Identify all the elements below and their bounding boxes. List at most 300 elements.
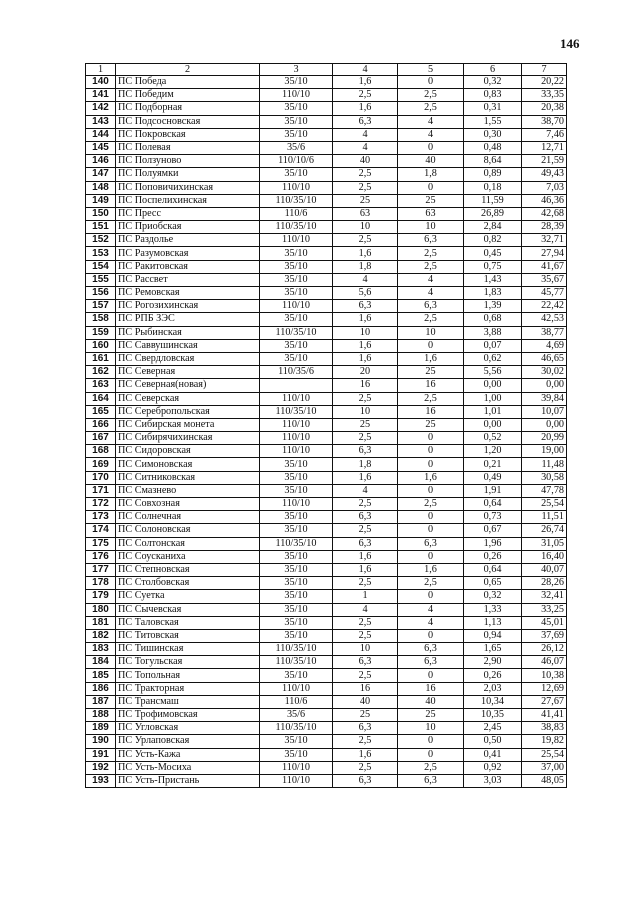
voltage-cell: 110/10 (260, 181, 333, 194)
transformer1-cell: 4 (333, 603, 398, 616)
table-row (86, 300, 567, 313)
load-percent-cell: 11,51 (522, 511, 567, 524)
table-row (86, 682, 567, 695)
row-number-cell: 177 (86, 563, 116, 576)
transformer2-cell: 63 (398, 207, 464, 220)
substation-name-cell: ПС Подборная (116, 102, 260, 115)
voltage-cell: 35/6 (260, 141, 333, 154)
transformer2-cell: 0 (398, 445, 464, 458)
load-percent-cell: 42,53 (522, 313, 567, 326)
substation-name-cell: ПС Поповичихинская (116, 181, 260, 194)
voltage-cell: 35/10 (260, 550, 333, 563)
load-percent-cell: 28,26 (522, 577, 567, 590)
voltage-cell: 110/10 (260, 89, 333, 102)
substation-name-cell: ПС Трансмаш (116, 695, 260, 708)
load-cell: 0,49 (464, 471, 522, 484)
substation-name-cell: ПС Рыбинская (116, 326, 260, 339)
transformer1-cell: 2,5 (333, 234, 398, 247)
load-cell: 0,45 (464, 247, 522, 260)
transformer1-cell: 10 (333, 326, 398, 339)
substation-name-cell: ПС Тишинская (116, 643, 260, 656)
voltage-cell: 110/10 (260, 300, 333, 313)
load-percent-cell: 12,71 (522, 141, 567, 154)
voltage-cell: 110/10 (260, 498, 333, 511)
row-number-cell: 173 (86, 511, 116, 524)
transformer1-cell: 6,3 (333, 537, 398, 550)
load-percent-cell: 0,00 (522, 379, 567, 392)
row-number-cell: 183 (86, 643, 116, 656)
substation-name-cell: ПС Суетка (116, 590, 260, 603)
row-number-cell: 147 (86, 168, 116, 181)
load-percent-cell: 19,82 (522, 735, 567, 748)
load-cell: 1,20 (464, 445, 522, 458)
table-row (86, 366, 567, 379)
voltage-cell: 35/10 (260, 524, 333, 537)
substation-name-cell: ПС Полевая (116, 141, 260, 154)
transformer1-cell: 2,5 (333, 616, 398, 629)
row-number-cell: 146 (86, 155, 116, 168)
table-row (86, 748, 567, 761)
voltage-cell: 110/35/10 (260, 722, 333, 735)
row-number-cell: 141 (86, 89, 116, 102)
load-cell: 0,52 (464, 432, 522, 445)
transformer1-cell: 6,3 (333, 774, 398, 787)
table-row (86, 629, 567, 642)
transformer1-cell: 1,6 (333, 313, 398, 326)
transformer1-cell: 40 (333, 695, 398, 708)
load-cell: 0,50 (464, 735, 522, 748)
column-header: 3 (260, 64, 333, 76)
transformer1-cell: 4 (333, 141, 398, 154)
table-row (86, 471, 567, 484)
substation-name-cell: ПС Соусканиха (116, 550, 260, 563)
substation-name-cell: ПС Рогозихинская (116, 300, 260, 313)
load-cell: 0,75 (464, 260, 522, 273)
table-row (86, 643, 567, 656)
table-row (86, 287, 567, 300)
row-number-cell: 140 (86, 76, 116, 89)
load-percent-cell: 11,48 (522, 458, 567, 471)
load-percent-cell: 39,84 (522, 392, 567, 405)
voltage-cell: 35/10 (260, 669, 333, 682)
load-cell: 1,91 (464, 484, 522, 497)
load-percent-cell: 28,39 (522, 221, 567, 234)
load-percent-cell: 38,70 (522, 115, 567, 128)
transformer1-cell: 1,6 (333, 76, 398, 89)
voltage-cell: 110/35/10 (260, 643, 333, 656)
load-percent-cell: 0,00 (522, 418, 567, 431)
transformer2-cell: 0 (398, 524, 464, 537)
row-number-cell: 185 (86, 669, 116, 682)
transformer2-cell: 1,6 (398, 352, 464, 365)
table-row (86, 656, 567, 669)
load-cell: 0,31 (464, 102, 522, 115)
table-row (86, 484, 567, 497)
row-number-cell: 159 (86, 326, 116, 339)
transformer2-cell: 2,5 (398, 247, 464, 260)
row-number-cell: 182 (86, 629, 116, 642)
load-cell: 0,00 (464, 418, 522, 431)
voltage-cell: 35/10 (260, 168, 333, 181)
table-row (86, 234, 567, 247)
transformer2-cell: 0 (398, 141, 464, 154)
row-number-cell: 181 (86, 616, 116, 629)
load-cell: 0,67 (464, 524, 522, 537)
table-row (86, 774, 567, 787)
transformer2-cell: 40 (398, 695, 464, 708)
load-cell: 2,03 (464, 682, 522, 695)
voltage-cell (260, 379, 333, 392)
column-header: 6 (464, 64, 522, 76)
transformer2-cell: 2,5 (398, 313, 464, 326)
row-number-cell: 184 (86, 656, 116, 669)
load-percent-cell: 37,00 (522, 761, 567, 774)
substation-name-cell: ПС Угловская (116, 722, 260, 735)
substation-name-cell: ПС Покровская (116, 128, 260, 141)
transformer1-cell: 4 (333, 128, 398, 141)
load-percent-cell: 22,42 (522, 300, 567, 313)
row-number-cell: 157 (86, 300, 116, 313)
substation-name-cell: ПС Сидоровская (116, 445, 260, 458)
load-percent-cell: 25,54 (522, 748, 567, 761)
transformer2-cell: 4 (398, 273, 464, 286)
load-cell: 0,30 (464, 128, 522, 141)
transformer2-cell: 0 (398, 432, 464, 445)
transformer1-cell: 63 (333, 207, 398, 220)
load-cell: 0,00 (464, 379, 522, 392)
load-cell: 1,83 (464, 287, 522, 300)
row-number-cell: 160 (86, 339, 116, 352)
load-cell: 1,43 (464, 273, 522, 286)
transformer1-cell: 2,5 (333, 89, 398, 102)
load-cell: 0,64 (464, 563, 522, 576)
row-number-cell: 165 (86, 405, 116, 418)
substation-name-cell: ПС Усть-Мосиха (116, 761, 260, 774)
row-number-cell: 176 (86, 550, 116, 563)
substation-name-cell: ПС Свердловская (116, 352, 260, 365)
substation-name-cell: ПС Трофимовская (116, 709, 260, 722)
load-percent-cell: 33,25 (522, 603, 567, 616)
load-percent-cell: 47,78 (522, 484, 567, 497)
transformer2-cell: 0 (398, 748, 464, 761)
table-row (86, 392, 567, 405)
table-row (86, 405, 567, 418)
voltage-cell: 110/10 (260, 418, 333, 431)
row-number-cell: 193 (86, 774, 116, 787)
transformer1-cell: 1,6 (333, 102, 398, 115)
load-cell: 0,48 (464, 141, 522, 154)
load-cell: 0,18 (464, 181, 522, 194)
voltage-cell: 35/10 (260, 458, 333, 471)
substation-name-cell: ПС Ремовская (116, 287, 260, 300)
voltage-cell: 110/10/6 (260, 155, 333, 168)
voltage-cell: 110/10 (260, 392, 333, 405)
transformer1-cell: 25 (333, 418, 398, 431)
transformer2-cell: 6,3 (398, 643, 464, 656)
load-cell: 0,83 (464, 89, 522, 102)
load-percent-cell: 30,02 (522, 366, 567, 379)
transformer2-cell: 2,5 (398, 392, 464, 405)
transformer2-cell: 0 (398, 511, 464, 524)
voltage-cell: 35/10 (260, 352, 333, 365)
load-percent-cell: 38,83 (522, 722, 567, 735)
voltage-cell: 35/10 (260, 735, 333, 748)
row-number-cell: 155 (86, 273, 116, 286)
row-number-cell: 178 (86, 577, 116, 590)
substation-name-cell: ПС Подсосновская (116, 115, 260, 128)
load-percent-cell: 19,00 (522, 445, 567, 458)
row-number-cell: 171 (86, 484, 116, 497)
transformer1-cell: 5,6 (333, 287, 398, 300)
load-cell: 10,34 (464, 695, 522, 708)
substation-name-cell: ПС Пресс (116, 207, 260, 220)
load-cell: 3,88 (464, 326, 522, 339)
substation-name-cell: ПС Усть-Пристань (116, 774, 260, 787)
voltage-cell: 35/10 (260, 287, 333, 300)
load-cell: 0,68 (464, 313, 522, 326)
column-header: 2 (116, 64, 260, 76)
transformer2-cell: 10 (398, 326, 464, 339)
voltage-cell: 35/10 (260, 616, 333, 629)
load-percent-cell: 7,03 (522, 181, 567, 194)
substation-name-cell: ПС Ситниковская (116, 471, 260, 484)
load-cell: 0,62 (464, 352, 522, 365)
load-cell: 0,26 (464, 669, 522, 682)
load-cell: 2,84 (464, 221, 522, 234)
transformer1-cell: 1,8 (333, 458, 398, 471)
table-row (86, 128, 567, 141)
row-number-cell: 144 (86, 128, 116, 141)
voltage-cell: 35/10 (260, 260, 333, 273)
voltage-cell: 35/10 (260, 603, 333, 616)
load-percent-cell: 26,12 (522, 643, 567, 656)
substation-name-cell: ПС Разумовская (116, 247, 260, 260)
load-percent-cell: 27,67 (522, 695, 567, 708)
row-number-cell: 153 (86, 247, 116, 260)
transformer2-cell: 6,3 (398, 234, 464, 247)
transformer2-cell: 0 (398, 550, 464, 563)
transformer2-cell: 0 (398, 76, 464, 89)
row-number-cell: 164 (86, 392, 116, 405)
transformer1-cell: 6,3 (333, 511, 398, 524)
load-percent-cell: 33,35 (522, 89, 567, 102)
table-row (86, 524, 567, 537)
row-number-cell: 163 (86, 379, 116, 392)
row-number-cell: 148 (86, 181, 116, 194)
table-row (86, 590, 567, 603)
voltage-cell: 110/35/10 (260, 194, 333, 207)
table-row (86, 722, 567, 735)
voltage-cell: 110/35/6 (260, 366, 333, 379)
row-number-cell: 145 (86, 141, 116, 154)
transformer2-cell: 6,3 (398, 774, 464, 787)
substation-name-cell: ПС Тракторная (116, 682, 260, 695)
voltage-cell: 110/6 (260, 695, 333, 708)
row-number-cell: 162 (86, 366, 116, 379)
transformer2-cell: 25 (398, 366, 464, 379)
row-number-cell: 151 (86, 221, 116, 234)
transformer1-cell: 10 (333, 643, 398, 656)
load-percent-cell: 27,94 (522, 247, 567, 260)
substation-table (85, 63, 567, 788)
substation-name-cell: ПС Сычевская (116, 603, 260, 616)
transformer2-cell: 6,3 (398, 656, 464, 669)
row-number-cell: 189 (86, 722, 116, 735)
substation-name-cell: ПС Победа (116, 76, 260, 89)
transformer2-cell: 4 (398, 287, 464, 300)
substation-name-cell: ПС Урлаповская (116, 735, 260, 748)
transformer1-cell: 2,5 (333, 629, 398, 642)
substation-name-cell: ПС Топольная (116, 669, 260, 682)
transformer1-cell: 2,5 (333, 524, 398, 537)
substation-name-cell: ПС Солнечная (116, 511, 260, 524)
row-number-cell: 166 (86, 418, 116, 431)
transformer2-cell: 25 (398, 194, 464, 207)
load-percent-cell: 4,69 (522, 339, 567, 352)
table-row (86, 550, 567, 563)
transformer2-cell: 2,5 (398, 577, 464, 590)
voltage-cell: 35/10 (260, 471, 333, 484)
transformer1-cell: 2,5 (333, 392, 398, 405)
transformer1-cell: 10 (333, 405, 398, 418)
transformer1-cell: 4 (333, 273, 398, 286)
table-row (86, 207, 567, 220)
transformer1-cell: 16 (333, 682, 398, 695)
transformer2-cell: 10 (398, 722, 464, 735)
transformer2-cell: 2,5 (398, 260, 464, 273)
table-row (86, 141, 567, 154)
row-number-cell: 172 (86, 498, 116, 511)
transformer1-cell: 1,6 (333, 339, 398, 352)
load-percent-cell: 46,07 (522, 656, 567, 669)
load-cell: 1,39 (464, 300, 522, 313)
load-cell: 0,94 (464, 629, 522, 642)
substation-name-cell: ПС Рассвет (116, 273, 260, 286)
table-row (86, 379, 567, 392)
voltage-cell: 35/10 (260, 748, 333, 761)
load-cell: 26,89 (464, 207, 522, 220)
load-cell: 0,82 (464, 234, 522, 247)
row-number-cell: 167 (86, 432, 116, 445)
load-percent-cell: 21,59 (522, 155, 567, 168)
load-percent-cell: 32,71 (522, 234, 567, 247)
transformer2-cell: 16 (398, 405, 464, 418)
transformer2-cell: 40 (398, 155, 464, 168)
transformer1-cell: 2,5 (333, 498, 398, 511)
table-row (86, 445, 567, 458)
transformer2-cell: 0 (398, 629, 464, 642)
voltage-cell: 110/10 (260, 682, 333, 695)
table-row (86, 89, 567, 102)
transformer2-cell: 0 (398, 735, 464, 748)
load-cell: 0,32 (464, 590, 522, 603)
table-row (86, 603, 567, 616)
load-cell: 0,73 (464, 511, 522, 524)
transformer2-cell: 2,5 (398, 102, 464, 115)
row-number-cell: 149 (86, 194, 116, 207)
substation-name-cell: ПС Ракитовская (116, 260, 260, 273)
transformer2-cell: 1,8 (398, 168, 464, 181)
row-number-cell: 154 (86, 260, 116, 273)
substation-name-cell: ПС Приобская (116, 221, 260, 234)
table-row (86, 115, 567, 128)
load-cell: 0,41 (464, 748, 522, 761)
substation-name-cell: ПС Победим (116, 89, 260, 102)
transformer2-cell: 6,3 (398, 537, 464, 550)
table-row (86, 735, 567, 748)
row-number-cell: 187 (86, 695, 116, 708)
table-row (86, 155, 567, 168)
row-number-cell: 188 (86, 709, 116, 722)
transformer1-cell: 2,5 (333, 432, 398, 445)
load-percent-cell: 10,38 (522, 669, 567, 682)
voltage-cell: 35/10 (260, 273, 333, 286)
transformer1-cell: 6,3 (333, 445, 398, 458)
voltage-cell: 110/10 (260, 774, 333, 787)
transformer1-cell: 6,3 (333, 115, 398, 128)
transformer1-cell: 25 (333, 194, 398, 207)
table-row (86, 221, 567, 234)
transformer2-cell: 0 (398, 590, 464, 603)
row-number-cell: 175 (86, 537, 116, 550)
transformer2-cell: 2,5 (398, 498, 464, 511)
transformer2-cell: 2,5 (398, 761, 464, 774)
substation-name-cell: ПС Тогульская (116, 656, 260, 669)
transformer2-cell: 4 (398, 115, 464, 128)
voltage-cell: 110/35/10 (260, 656, 333, 669)
voltage-cell: 110/10 (260, 761, 333, 774)
substation-name-cell: ПС Северная (116, 366, 260, 379)
voltage-cell: 110/35/10 (260, 405, 333, 418)
substation-name-cell: ПС Совхозная (116, 498, 260, 511)
transformer1-cell: 1,8 (333, 260, 398, 273)
table-row (86, 339, 567, 352)
transformer1-cell: 1,6 (333, 748, 398, 761)
load-percent-cell: 25,54 (522, 498, 567, 511)
transformer1-cell: 2,5 (333, 577, 398, 590)
voltage-cell: 35/10 (260, 577, 333, 590)
table-row (86, 273, 567, 286)
transformer1-cell: 1,6 (333, 247, 398, 260)
row-number-cell: 150 (86, 207, 116, 220)
substation-name-cell: ПС Саввушинская (116, 339, 260, 352)
column-header: 4 (333, 64, 398, 76)
voltage-cell: 110/35/10 (260, 221, 333, 234)
transformer2-cell: 2,5 (398, 89, 464, 102)
transformer2-cell: 1,6 (398, 563, 464, 576)
column-header: 5 (398, 64, 464, 76)
load-percent-cell: 20,99 (522, 432, 567, 445)
transformer2-cell: 6,3 (398, 300, 464, 313)
transformer2-cell: 4 (398, 128, 464, 141)
substation-name-cell: ПС РПБ ЗЭС (116, 313, 260, 326)
load-cell: 5,56 (464, 366, 522, 379)
load-cell: 10,35 (464, 709, 522, 722)
load-percent-cell: 41,67 (522, 260, 567, 273)
transformer1-cell: 2,5 (333, 669, 398, 682)
load-percent-cell: 16,40 (522, 550, 567, 563)
substation-name-cell: ПС Раздолье (116, 234, 260, 247)
transformer2-cell: 0 (398, 669, 464, 682)
table-row (86, 511, 567, 524)
load-cell: 2,90 (464, 656, 522, 669)
transformer1-cell: 2,5 (333, 168, 398, 181)
load-cell: 11,59 (464, 194, 522, 207)
transformer1-cell: 6,3 (333, 656, 398, 669)
voltage-cell: 35/10 (260, 484, 333, 497)
transformer1-cell: 2,5 (333, 761, 398, 774)
transformer2-cell: 4 (398, 616, 464, 629)
